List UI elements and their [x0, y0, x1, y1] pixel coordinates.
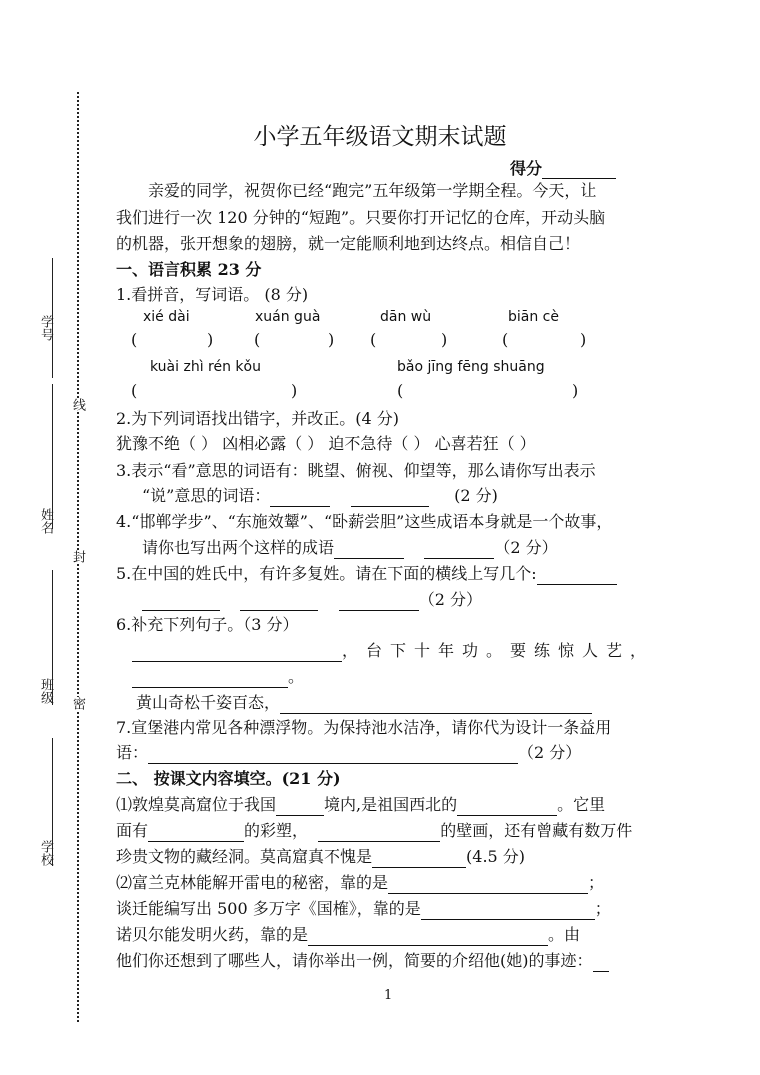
name-label: 姓名 [38, 508, 53, 534]
answer-box-5[interactable]: ( [131, 381, 138, 400]
pinyin-5: kuài zhì rén kǒu [150, 359, 261, 375]
pinyin-6: bǎo jīng fēng shuāng [397, 359, 545, 375]
s2-blank-6[interactable] [388, 877, 588, 894]
answer-box-4[interactable]: ( [502, 330, 509, 349]
s2-line-1 [116, 794, 605, 816]
q3-prompt: “说”意思的词语： [142, 486, 271, 505]
s2-blank-3[interactable] [148, 825, 244, 842]
paren-close: ) [328, 330, 335, 349]
q6-blank-3[interactable] [280, 697, 592, 714]
q6-blank-2[interactable] [132, 671, 288, 688]
question-6-line-1 [132, 640, 654, 662]
q4-score: （2 分） [494, 538, 558, 557]
q5-prompt: 5.在中国的姓氏中，有许多复姓。请在下面的横线上写几个: [116, 564, 537, 583]
s2-text: 境内,是祖国西北的 [324, 795, 458, 814]
q5-blank-1[interactable] [537, 568, 617, 585]
s2-text: 的彩塑， [244, 821, 309, 840]
q5-blank-4[interactable] [339, 594, 419, 611]
name-field[interactable] [52, 384, 53, 529]
class-field[interactable] [52, 570, 53, 705]
answer-box-6[interactable]: ( [397, 381, 404, 400]
pinyin-1: xié dài [143, 309, 190, 325]
paren-close: ) [207, 330, 214, 349]
pinyin-4: biān cè [508, 309, 559, 325]
paren-close: ) [441, 330, 448, 349]
question-5 [116, 563, 617, 585]
q7-blank[interactable] [148, 747, 518, 764]
s2-blank-4[interactable] [318, 825, 440, 842]
answer-box-2[interactable]: ( [254, 330, 261, 349]
q2-word-2[interactable]: 凶相必露（ ） [222, 434, 324, 453]
question-4: 4.“邯郸学步”、“东施效颦”、“卧薪尝胆”这些成语本身就是一个故事， [116, 512, 613, 531]
q2-word-3[interactable]: 迫不急待（ ） [328, 434, 430, 453]
class-label: 班级 [38, 678, 53, 704]
s2-blank-1[interactable] [276, 799, 324, 816]
seal-word-feng: 封 [70, 550, 85, 563]
score-blank[interactable] [542, 162, 616, 179]
s2-text: ⑵富兰克林能解开雷电的秘密，靠的是 [116, 873, 389, 892]
question-7: 7.宣堡港内常见各种漂浮物。为保持池水洁净，请你代为设计一条益用 [116, 718, 612, 737]
s2-blank-9[interactable] [593, 955, 609, 972]
q7-score: （2 分） [518, 743, 582, 762]
q4-blank-2[interactable] [424, 542, 494, 559]
question-1: 1.看拼音，写词语。 (8 分) [116, 285, 309, 304]
q3-blank-2[interactable] [351, 490, 429, 507]
school-field[interactable] [52, 738, 53, 866]
s2-text: 。它里 [557, 795, 606, 814]
s2-text: 的壁画，还有曾藏有数万件 [440, 821, 633, 840]
question-4-cont [142, 537, 558, 559]
question-3: 3.表示“看”意思的词语有：眺望、俯视、仰望等，那么请你写出表示 [116, 461, 596, 480]
student-id-field[interactable] [52, 258, 53, 378]
s2-line-4: ⑵富兰克林能解开雷电的秘密，靠的是 ； [116, 873, 605, 892]
s2-blank-2[interactable] [457, 799, 557, 816]
s2-text: 面有 [116, 821, 149, 840]
section-1-heading: 一、语言积累 23 分 [116, 260, 262, 279]
question-6: 6.补充下列句子。（3 分） [116, 615, 299, 634]
q5-blank-3[interactable] [240, 594, 318, 611]
question-3-cont [142, 485, 498, 507]
s2-line-7 [116, 950, 609, 972]
score-box [510, 156, 616, 179]
pinyin-2: xuán guà [255, 309, 321, 325]
intro-line-2: 我们进行一次 120 分钟的“短跑”。只要你打开记忆的仓库，开动头脑 [116, 208, 606, 227]
q5-blank-2[interactable] [142, 594, 220, 611]
s2-text: 。由 [548, 925, 581, 944]
s2-text: 他们你还想到了哪些人，请你举出一例，简要的介绍他(她)的事迹： [116, 951, 593, 970]
s2-blank-5[interactable] [372, 851, 466, 868]
s2-text: 诺贝尔能发明火药，靠的是 [116, 925, 309, 944]
question-2-words [116, 433, 536, 455]
pinyin-3: dān wù [380, 309, 432, 325]
q6-blank-1[interactable] [132, 645, 342, 662]
s2-line-2 [116, 820, 632, 842]
score-label: 得分 [510, 159, 543, 178]
question-7-cont [116, 742, 581, 764]
intro-line-1: 亲爱的同学，祝贺你已经“跑完”五年级第一学期全程。今天，让 [148, 181, 597, 200]
paren-close: ) [572, 381, 579, 400]
student-id-label: 学号 [38, 315, 53, 341]
s2-line-5: 谈迁能编写出 500 多万字《国榷》，靠的是 ； [116, 899, 611, 918]
q4-prompt: 请你也写出两个这样的成语 [142, 538, 335, 557]
s2-line-6 [116, 924, 580, 946]
question-6-line-2 [132, 666, 304, 688]
s2-blank-8[interactable] [308, 929, 548, 946]
s2-text: (4.5 分) [466, 847, 526, 866]
q5-score: （2 分） [418, 590, 482, 609]
q6-text-2: 。 [288, 667, 305, 686]
q3-blank-1[interactable] [270, 490, 330, 507]
q3-score: (2 分) [454, 486, 498, 505]
intro-line-3: 的机器，张开想象的翅膀，就一定能顺利地到达终点。相信自己！ [116, 234, 581, 253]
answer-box-3[interactable]: ( [370, 330, 377, 349]
school-label: 学校 [38, 840, 53, 866]
paren-close: ) [580, 330, 587, 349]
question-2: 2.为下列词语找出错字，并改正。(4 分) [116, 409, 400, 428]
paren-close: ) [291, 381, 298, 400]
q4-blank-1[interactable] [334, 542, 404, 559]
q6-text-3: 黄山奇松千姿百态， [136, 693, 281, 712]
s2-text: 谈迁能编写出 500 多万字《国榷》，靠的是 [116, 899, 421, 918]
answer-box-1[interactable]: ( [131, 330, 138, 349]
section-2-heading: 二、 按课文内容填空。(21 分) [116, 769, 341, 788]
q2-word-4[interactable]: 心喜若狂（ ） [434, 434, 536, 453]
s2-blank-7[interactable] [421, 903, 595, 920]
page-title: 小学五年级语文期末试题 [253, 124, 507, 150]
q2-word-1[interactable]: 犹豫不绝（ ） [116, 434, 218, 453]
question-6-line-3 [136, 692, 592, 714]
question-5-cont [142, 589, 482, 611]
s2-line-3 [116, 846, 525, 868]
q6-text-1: ，台下十年功。要练惊人艺， [342, 641, 655, 660]
page-number: 1 [384, 988, 393, 1003]
seal-word-mi: 密 [70, 697, 85, 710]
q7-prompt: 语： [116, 743, 149, 762]
seal-word-xian: 线 [70, 398, 85, 411]
s2-text: ⑴敦煌莫高窟位于我国 [116, 795, 277, 814]
s2-text: 珍贵文物的藏经洞。莫高窟真不愧是 [116, 847, 373, 866]
